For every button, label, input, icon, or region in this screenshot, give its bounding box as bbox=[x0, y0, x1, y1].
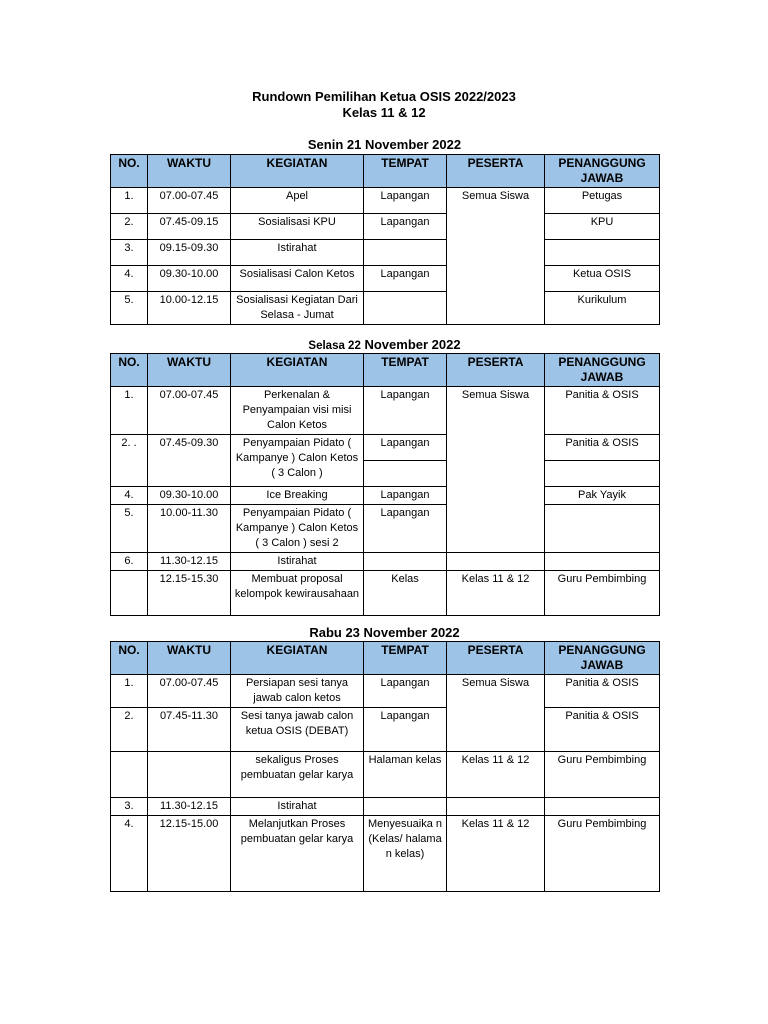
header-waktu: WAKTU bbox=[148, 155, 231, 188]
cell-no: 1. bbox=[111, 188, 148, 214]
header-kegiatan: KEGIATAN bbox=[231, 155, 364, 188]
cell-no: 4. bbox=[111, 487, 148, 505]
table-row bbox=[111, 798, 660, 816]
cell-no: 3. bbox=[111, 240, 148, 266]
cell-penanggung-jawab: Panitia & OSIS bbox=[545, 387, 660, 435]
table-row bbox=[111, 214, 660, 240]
cell-waktu: 07.00-07.45 bbox=[148, 387, 231, 435]
cell-tempat bbox=[364, 553, 447, 571]
cell-kegiatan: Istirahat bbox=[231, 553, 364, 571]
cell-penanggung-jawab: Ketua OSIS bbox=[545, 266, 660, 292]
header-no: NO. bbox=[111, 642, 148, 675]
cell-kegiatan: Sosialisasi KPU bbox=[231, 214, 364, 240]
table-row bbox=[111, 487, 660, 505]
cell-no: 3. bbox=[111, 798, 148, 816]
cell-tempat bbox=[364, 798, 447, 816]
cell-kegiatan: Apel bbox=[231, 188, 364, 214]
table-row bbox=[111, 571, 660, 616]
cell-penanggung-jawab bbox=[545, 240, 660, 266]
cell-waktu: 07.00-07.45 bbox=[148, 675, 231, 708]
table-row bbox=[111, 387, 660, 435]
cell-waktu: 07.45-09.15 bbox=[148, 214, 231, 240]
header-peserta: PESERTA bbox=[447, 642, 545, 675]
cell-waktu: 09.30-10.00 bbox=[148, 266, 231, 292]
document-subtitle: Kelas 11 & 12 bbox=[342, 105, 426, 120]
header-penanggung-jawab: PENANGGUNG JAWAB bbox=[545, 354, 660, 387]
cell-penanggung-jawab bbox=[545, 553, 660, 571]
table-header-row bbox=[111, 354, 660, 387]
cell-waktu: 07.45-11.30 bbox=[148, 708, 231, 752]
day3-title: Rabu 23 November 2022 bbox=[309, 625, 460, 640]
cell-tempat: Lapangan bbox=[364, 266, 447, 292]
day2-table bbox=[110, 353, 660, 616]
cell-penanggung-jawab: Kurikulum bbox=[545, 292, 660, 325]
table-row bbox=[111, 292, 660, 325]
cell-waktu: 09.15-09.30 bbox=[148, 240, 231, 266]
cell-kegiatan: Ice Breaking bbox=[231, 487, 364, 505]
cell-kegiatan: Melanjutkan Proses pembuatan gelar karya bbox=[231, 816, 364, 892]
cell-no: 4. bbox=[111, 816, 148, 892]
table-row bbox=[111, 675, 660, 708]
cell-no: 1. bbox=[111, 387, 148, 435]
table-row bbox=[111, 816, 660, 892]
cell-peserta bbox=[447, 798, 545, 816]
table-header-row bbox=[111, 642, 660, 675]
cell-penanggung-jawab bbox=[545, 505, 660, 553]
table-row bbox=[111, 553, 660, 571]
cell-tempat bbox=[364, 240, 447, 266]
header-waktu: WAKTU bbox=[148, 354, 231, 387]
cell-kegiatan: Istirahat bbox=[231, 798, 364, 816]
table-row bbox=[111, 435, 660, 461]
cell-kegiatan: Penyampaian Pidato ( Kampanye ) Calon Ketos ( 3 Calon ) bbox=[231, 435, 364, 487]
cell-peserta: Semua Siswa bbox=[447, 675, 545, 752]
cell-kegiatan: Persiapan sesi tanya jawab calon ketos bbox=[231, 675, 364, 708]
cell-waktu: 11.30-12.15 bbox=[148, 553, 231, 571]
cell-waktu: 07.45-09.30 bbox=[148, 435, 231, 487]
day3-table bbox=[110, 641, 660, 892]
cell-tempat: Halaman kelas bbox=[364, 752, 447, 798]
cell-kegiatan: Penyampaian Pidato ( Kampanye ) Calon Ketos ( 3 Calon ) sesi 2 bbox=[231, 505, 364, 553]
cell-no: 2. bbox=[111, 214, 148, 240]
cell-kegiatan: Perkenalan & Penyampaian visi misi Calon Ketos bbox=[231, 387, 364, 435]
header-kegiatan: KEGIATAN bbox=[231, 642, 364, 675]
header-penanggung-jawab: PENANGGUNG JAWAB bbox=[545, 155, 660, 188]
day1-title: Senin 21 November 2022 bbox=[307, 137, 462, 152]
cell-waktu: 07.00-07.45 bbox=[148, 188, 231, 214]
cell-no: 6. bbox=[111, 553, 148, 571]
day2-title bbox=[110, 337, 659, 354]
cell-kegiatan: Sosialisasi Kegiatan Dari Selasa - Jumat bbox=[231, 292, 364, 325]
cell-penanggung-jawab-empty bbox=[545, 461, 660, 487]
table-row bbox=[111, 188, 660, 214]
cell-no: 2. . bbox=[111, 435, 148, 487]
cell-no: 5. bbox=[111, 292, 148, 325]
header-tempat: TEMPAT bbox=[364, 642, 447, 675]
cell-tempat-empty bbox=[364, 461, 447, 487]
cell-tempat bbox=[364, 292, 447, 325]
cell-peserta: Kelas 11 & 12 bbox=[447, 752, 545, 798]
cell-tempat: Lapangan bbox=[364, 435, 447, 461]
cell-penanggung-jawab: Guru Pembimbing bbox=[545, 752, 660, 798]
cell-waktu: 09.30-10.00 bbox=[148, 487, 231, 505]
cell-penanggung-jawab: Panitia & OSIS bbox=[545, 675, 660, 708]
cell-waktu bbox=[148, 752, 231, 798]
cell-penanggung-jawab: KPU bbox=[545, 214, 660, 240]
cell-no: 4. bbox=[111, 266, 148, 292]
cell-tempat: Lapangan bbox=[364, 505, 447, 553]
cell-penanggung-jawab: Panitia & OSIS bbox=[545, 708, 660, 752]
cell-no bbox=[111, 752, 148, 798]
cell-tempat: Lapangan bbox=[364, 188, 447, 214]
header-tempat: TEMPAT bbox=[364, 155, 447, 188]
cell-tempat: Lapangan bbox=[364, 487, 447, 505]
day1-table bbox=[110, 154, 660, 325]
table-row bbox=[111, 266, 660, 292]
cell-tempat: Lapangan bbox=[364, 387, 447, 435]
cell-peserta: Kelas 11 & 12 bbox=[447, 571, 545, 616]
table-row bbox=[111, 240, 660, 266]
header-no: NO. bbox=[111, 354, 148, 387]
cell-penanggung-jawab: Guru Pembimbing bbox=[545, 571, 660, 616]
cell-no: 2. bbox=[111, 708, 148, 752]
cell-kegiatan: Sosialisasi Calon Ketos bbox=[231, 266, 364, 292]
cell-kegiatan: Istirahat bbox=[231, 240, 364, 266]
day2-title-month: November 2022 bbox=[364, 337, 461, 352]
cell-penanggung-jawab: Guru Pembimbing bbox=[545, 816, 660, 892]
cell-penanggung-jawab: Pak Yayik bbox=[545, 487, 660, 505]
day2-title-day: Selasa 22 bbox=[308, 340, 361, 352]
document-title: Rundown Pemilihan Ketua OSIS 2022/2023 bbox=[252, 89, 516, 104]
cell-peserta: Kelas 11 & 12 bbox=[447, 816, 545, 892]
cell-tempat: Kelas bbox=[364, 571, 447, 616]
cell-penanggung-jawab bbox=[545, 798, 660, 816]
cell-kegiatan: Membuat proposal kelompok kewirausahaan bbox=[231, 571, 364, 616]
cell-kegiatan: Sesi tanya jawab calon ketua OSIS (DEBAT) bbox=[231, 708, 364, 752]
cell-tempat: Lapangan bbox=[364, 214, 447, 240]
cell-tempat: Menyesuaika n (Kelas/ halaman kelas) bbox=[364, 816, 447, 892]
cell-peserta: Semua Siswa bbox=[447, 188, 545, 325]
cell-waktu: 12.15-15.30 bbox=[148, 571, 231, 616]
cell-waktu: 11.30-12.15 bbox=[148, 798, 231, 816]
table-header-row bbox=[111, 155, 660, 188]
cell-penanggung-jawab: Petugas bbox=[545, 188, 660, 214]
table-row bbox=[111, 708, 660, 752]
header-peserta: PESERTA bbox=[447, 155, 545, 188]
cell-waktu: 12.15-15.00 bbox=[148, 816, 231, 892]
cell-no: 1. bbox=[111, 675, 148, 708]
cell-kegiatan: sekaligus Proses pembuatan gelar karya bbox=[231, 752, 364, 798]
table-row bbox=[111, 752, 660, 798]
cell-peserta bbox=[447, 553, 545, 571]
cell-penanggung-jawab: Panitia & OSIS bbox=[545, 435, 660, 461]
table-row bbox=[111, 505, 660, 553]
cell-waktu: 10.00-11.30 bbox=[148, 505, 231, 553]
header-peserta: PESERTA bbox=[447, 354, 545, 387]
header-penanggung-jawab: PENANGGUNG JAWAB bbox=[545, 642, 660, 675]
cell-no: 5. bbox=[111, 505, 148, 553]
cell-peserta: Semua Siswa bbox=[447, 387, 545, 553]
header-no: NO. bbox=[111, 155, 148, 188]
header-waktu: WAKTU bbox=[148, 642, 231, 675]
cell-waktu: 10.00-12.15 bbox=[148, 292, 231, 325]
header-tempat: TEMPAT bbox=[364, 354, 447, 387]
cell-tempat: Lapangan bbox=[364, 708, 447, 752]
cell-tempat: Lapangan bbox=[364, 675, 447, 708]
header-kegiatan: KEGIATAN bbox=[231, 354, 364, 387]
cell-no bbox=[111, 571, 148, 616]
